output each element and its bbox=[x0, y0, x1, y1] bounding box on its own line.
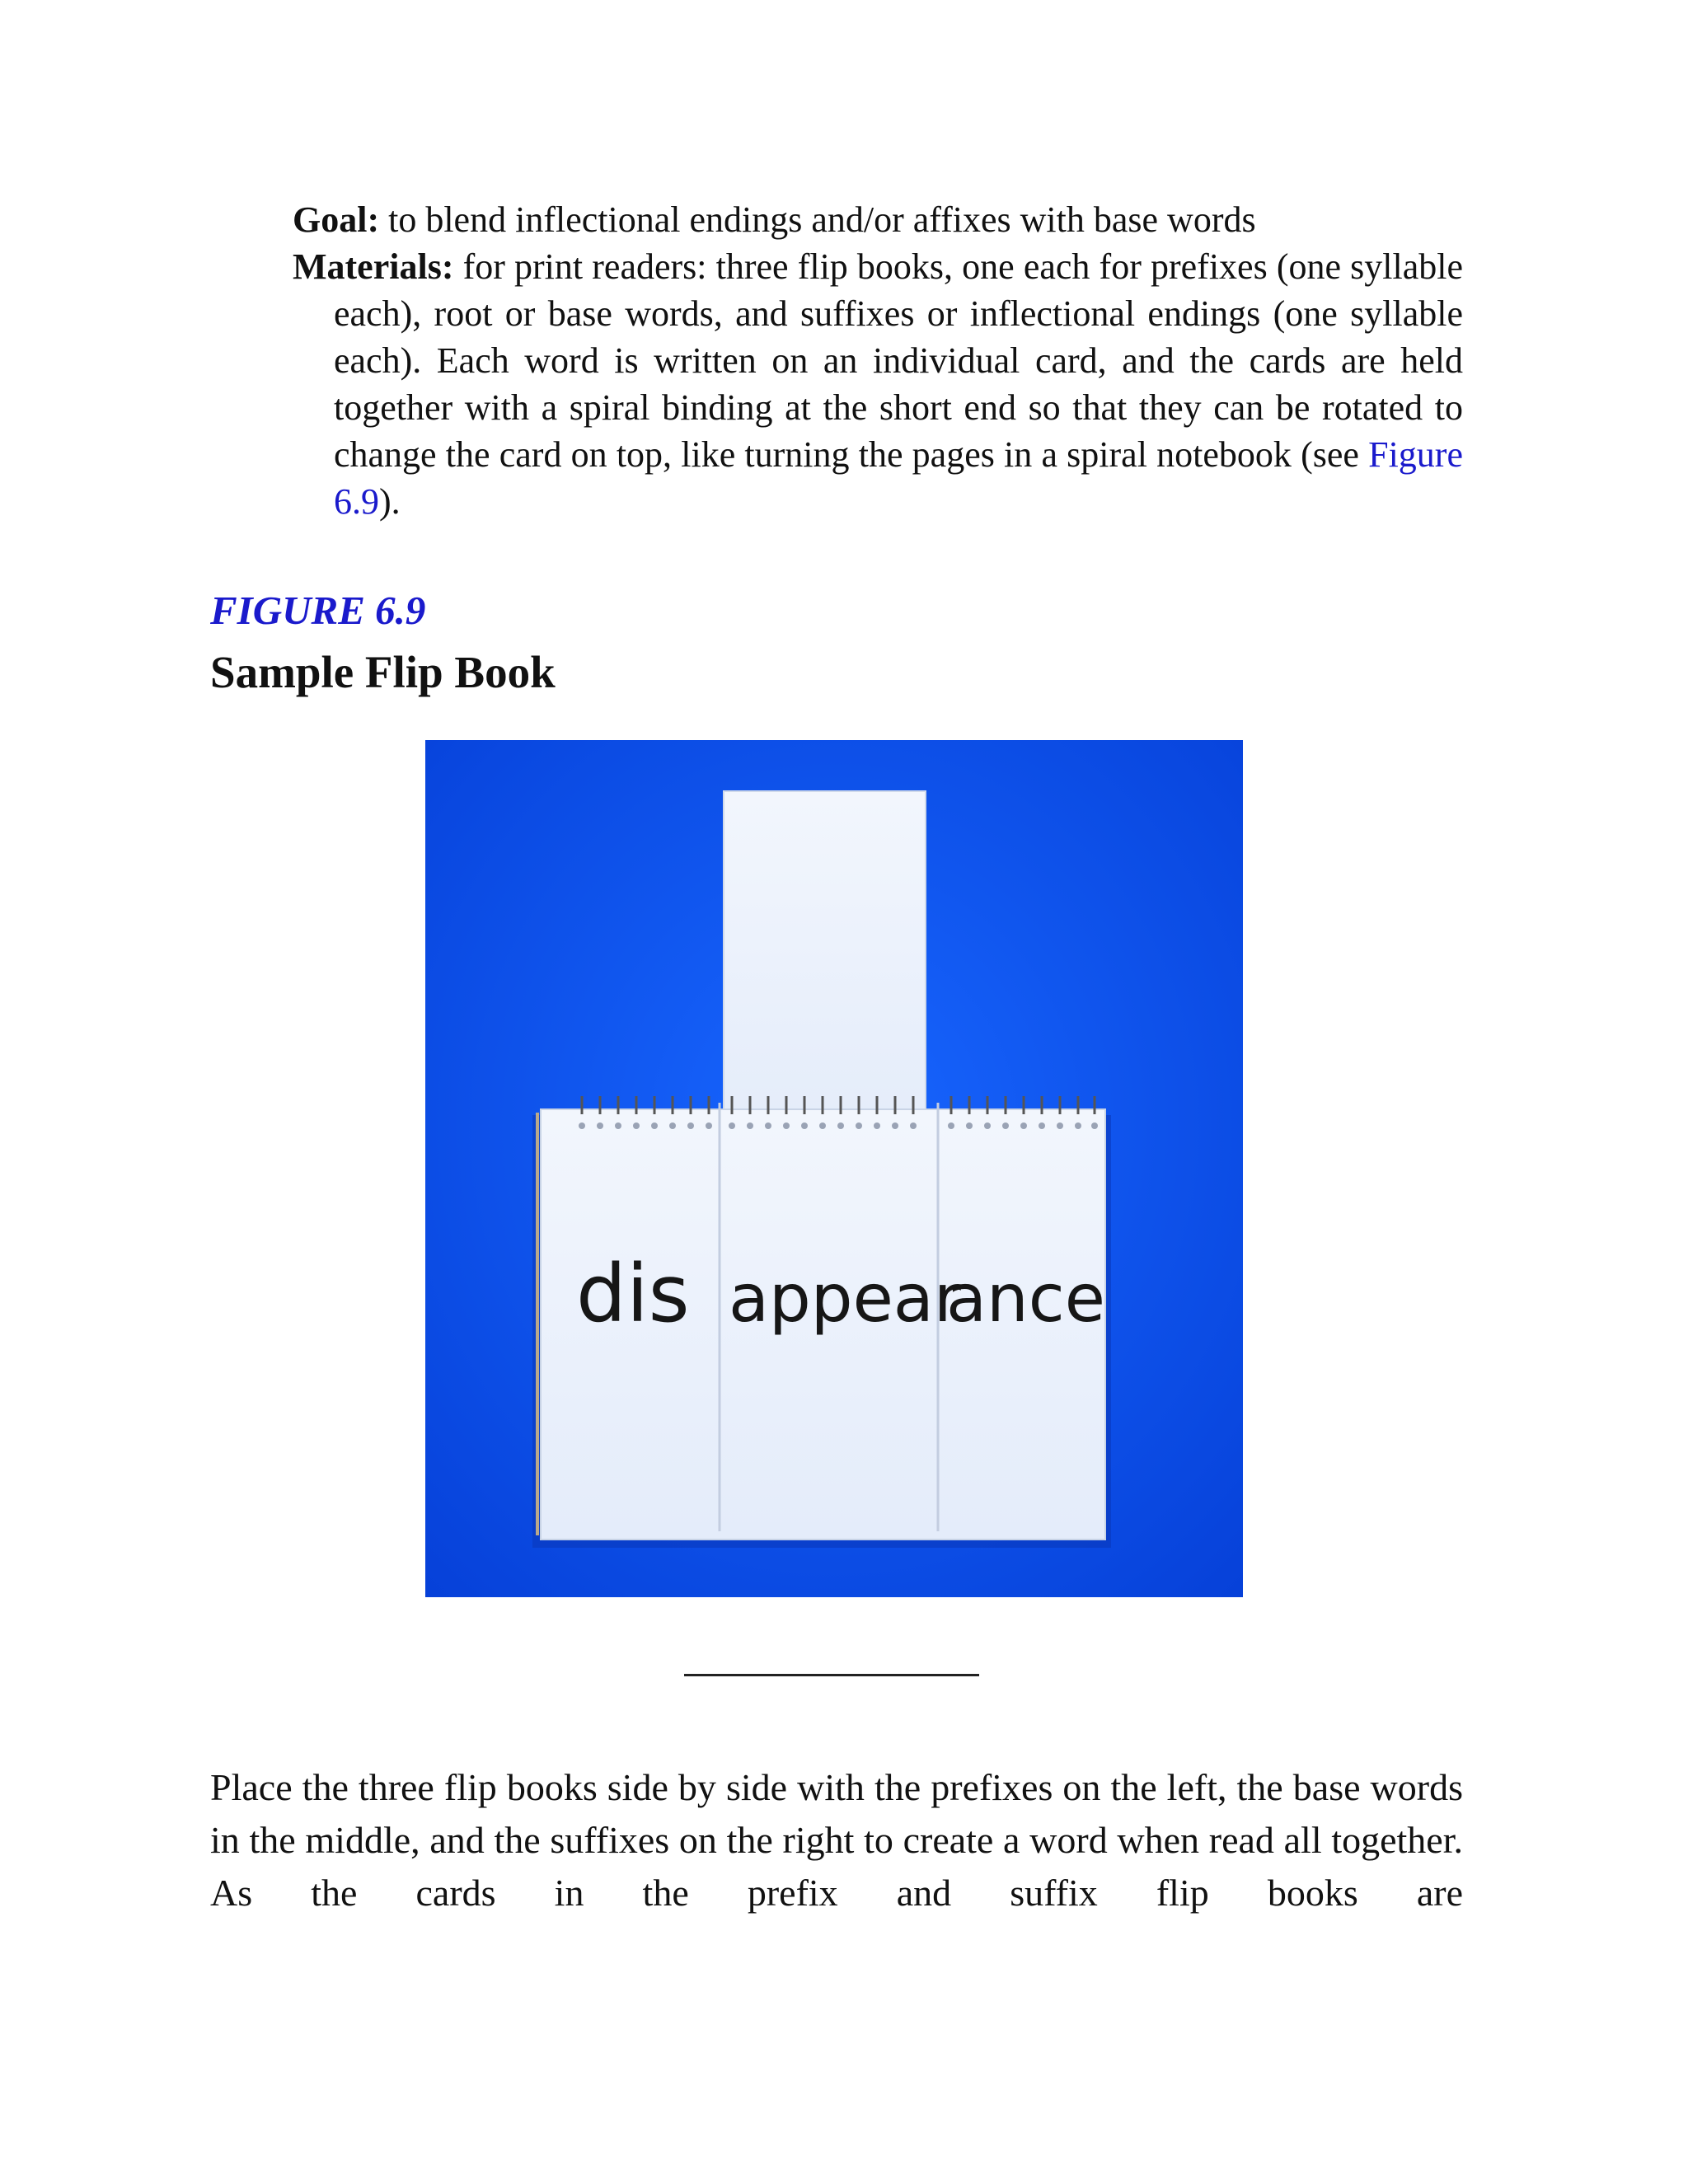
figure-title: Sample Flip Book bbox=[210, 647, 556, 697]
materials-paragraph bbox=[293, 243, 1463, 525]
goal-label: Goal: bbox=[293, 199, 380, 240]
flip-book-photo bbox=[425, 740, 1243, 1597]
prefix-card-word: dis bbox=[576, 1248, 690, 1340]
suffix-card-word: ance bbox=[946, 1260, 1105, 1337]
base-card-word: appear bbox=[729, 1260, 961, 1337]
goal-paragraph bbox=[293, 196, 1463, 243]
body-paragraph bbox=[210, 1761, 1463, 1919]
materials-text-end: ). bbox=[379, 481, 401, 522]
body-text: Place the three flip books side by side with the prefixes on the left, the base words in the middle, and the suffixes on the right to create a word when read all together. As the cards in the prefix and suffix flip books are bbox=[210, 1766, 1463, 1914]
section-divider bbox=[684, 1674, 979, 1676]
materials-label: Materials: bbox=[293, 246, 454, 287]
figure-label: FIGURE 6.9 bbox=[210, 588, 426, 633]
raised-card bbox=[724, 791, 926, 1137]
goal-text: to blend inflectional endings and/or affixes with base words bbox=[379, 199, 1256, 240]
figure-6-9-link[interactable]: Figure 6.9 bbox=[334, 434, 1463, 522]
materials-text: for print readers: three flip books, one each for prefixes (one syllable each), root or base words, and suffixes or inflectional endings (one syllable each). Each word is written on an individual card, and the cards are held together with a spiral binding at the short end so that they can be rotated to change the card on top, like turning the pages in a spiral notebook (see bbox=[334, 246, 1463, 475]
